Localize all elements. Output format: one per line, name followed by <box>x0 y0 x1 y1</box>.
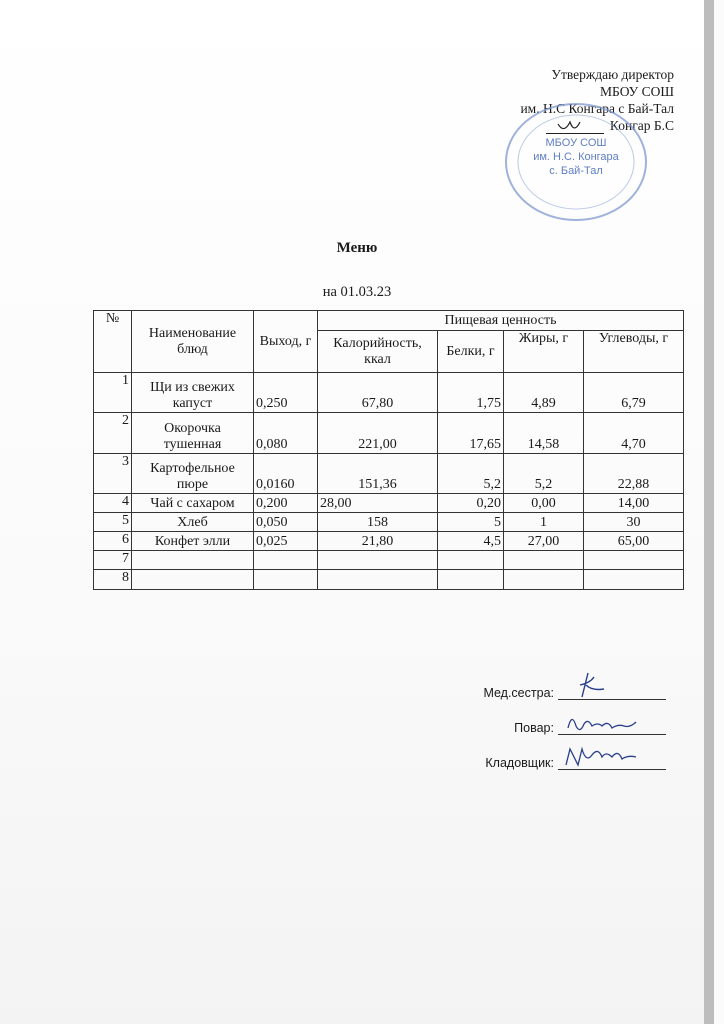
cell-protein: 17,65 <box>438 413 504 454</box>
cell-carbs: 4,70 <box>584 413 684 454</box>
cell-name <box>132 551 254 570</box>
cell-name: Щи из свежих капуст <box>132 373 254 413</box>
cell-num: 5 <box>94 513 132 532</box>
cell-yield: 0,080 <box>254 413 318 454</box>
header-nutrition: Пищевая ценность <box>318 311 684 331</box>
cell-name: Картофельное пюре <box>132 454 254 494</box>
table-row <box>94 513 684 532</box>
cell-num: 2 <box>94 413 132 454</box>
cell-calories: 28,00 <box>318 494 438 513</box>
cell-fat <box>504 570 584 590</box>
cell-num: 4 <box>94 494 132 513</box>
cell-fat: 27,00 <box>504 532 584 551</box>
page-title: Меню <box>336 240 378 256</box>
cell-yield: 0,200 <box>254 494 318 513</box>
table-row <box>94 373 684 413</box>
cell-yield <box>254 570 318 590</box>
cell-num: 3 <box>94 454 132 494</box>
approval-line-1: Утверждаю директор <box>551 67 674 82</box>
header-fat: Жиры, г <box>504 331 584 373</box>
table-row <box>94 532 684 551</box>
cook-label: Повар: <box>514 721 554 735</box>
header-carbs: Углеводы, г <box>584 331 684 373</box>
cell-yield: 0,050 <box>254 513 318 532</box>
cell-name: Хлеб <box>132 513 254 532</box>
cell-calories: 151,36 <box>318 454 438 494</box>
approval-line-3: им. Н.С Конгара с Бай-Тал <box>520 101 674 116</box>
storekeeper-signature <box>558 751 666 770</box>
cell-carbs: 30 <box>584 513 684 532</box>
cell-yield: 0,025 <box>254 532 318 551</box>
cell-carbs: 6,79 <box>584 373 684 413</box>
header-name: Наименование блюд <box>132 311 254 373</box>
page-edge-shadow <box>704 0 714 1024</box>
table-row <box>94 454 684 494</box>
storekeeper-signature-row <box>483 735 666 770</box>
cell-calories <box>318 570 438 590</box>
cell-yield: 0,0160 <box>254 454 318 494</box>
cell-protein: 4,5 <box>438 532 504 551</box>
cell-protein: 5 <box>438 513 504 532</box>
table-row <box>94 551 684 570</box>
cell-calories: 221,00 <box>318 413 438 454</box>
signatures-block <box>483 665 666 770</box>
cell-protein <box>438 570 504 590</box>
header-calories: Калорийность, ккал <box>318 331 438 373</box>
cell-num: 7 <box>94 551 132 570</box>
cell-protein: 5,2 <box>438 454 504 494</box>
cell-num: 8 <box>94 570 132 590</box>
cell-fat: 0,00 <box>504 494 584 513</box>
cell-name: Окорочка тушенная <box>132 413 254 454</box>
cell-name: Чай с сахаром <box>132 494 254 513</box>
cell-protein: 1,75 <box>438 373 504 413</box>
cell-calories <box>318 551 438 570</box>
cell-fat <box>504 551 584 570</box>
cell-carbs <box>584 570 684 590</box>
cell-num: 6 <box>94 532 132 551</box>
table-row <box>94 570 684 590</box>
cell-fat: 14,58 <box>504 413 584 454</box>
cell-carbs: 14,00 <box>584 494 684 513</box>
nurse-signature-row <box>483 665 666 700</box>
director-name: Конгар Б.С <box>609 118 674 133</box>
cell-fat: 4,89 <box>504 373 584 413</box>
school-stamp <box>500 102 650 224</box>
stamp-line-1: МБОУ СОШ <box>545 137 607 149</box>
cell-calories: 21,80 <box>318 532 438 551</box>
header-num: № <box>94 311 132 373</box>
nurse-signature <box>558 681 666 700</box>
cell-calories: 158 <box>318 513 438 532</box>
header-row-1 <box>94 311 684 331</box>
cell-carbs: 65,00 <box>584 532 684 551</box>
cell-fat: 5,2 <box>504 454 584 494</box>
cell-num: 1 <box>94 373 132 413</box>
cell-name <box>132 570 254 590</box>
cook-signature-row <box>483 700 666 735</box>
cell-carbs: 22,88 <box>584 454 684 494</box>
cell-fat: 1 <box>504 513 584 532</box>
menu-date: на 01.03.23 <box>322 284 392 300</box>
table-row <box>94 413 684 454</box>
cell-name: Конфет элли <box>132 532 254 551</box>
cell-yield <box>254 551 318 570</box>
approval-line-2: МБОУ СОШ <box>600 84 674 99</box>
nurse-label: Мед.сестра: <box>483 686 554 700</box>
cell-calories: 67,80 <box>318 373 438 413</box>
stamp-line-3: с. Бай-Тал <box>549 165 603 177</box>
table-row <box>94 494 684 513</box>
stamp-line-2: им. Н.С. Конгара <box>533 151 619 163</box>
cell-protein <box>438 551 504 570</box>
cell-protein: 0,20 <box>438 494 504 513</box>
header-protein: Белки, г <box>438 331 504 373</box>
cook-signature <box>558 716 666 735</box>
header-yield: Выход, г <box>254 311 318 373</box>
cell-yield: 0,250 <box>254 373 318 413</box>
cell-carbs <box>584 551 684 570</box>
menu-table <box>93 310 684 590</box>
storekeeper-label: Кладовщик: <box>485 756 554 770</box>
